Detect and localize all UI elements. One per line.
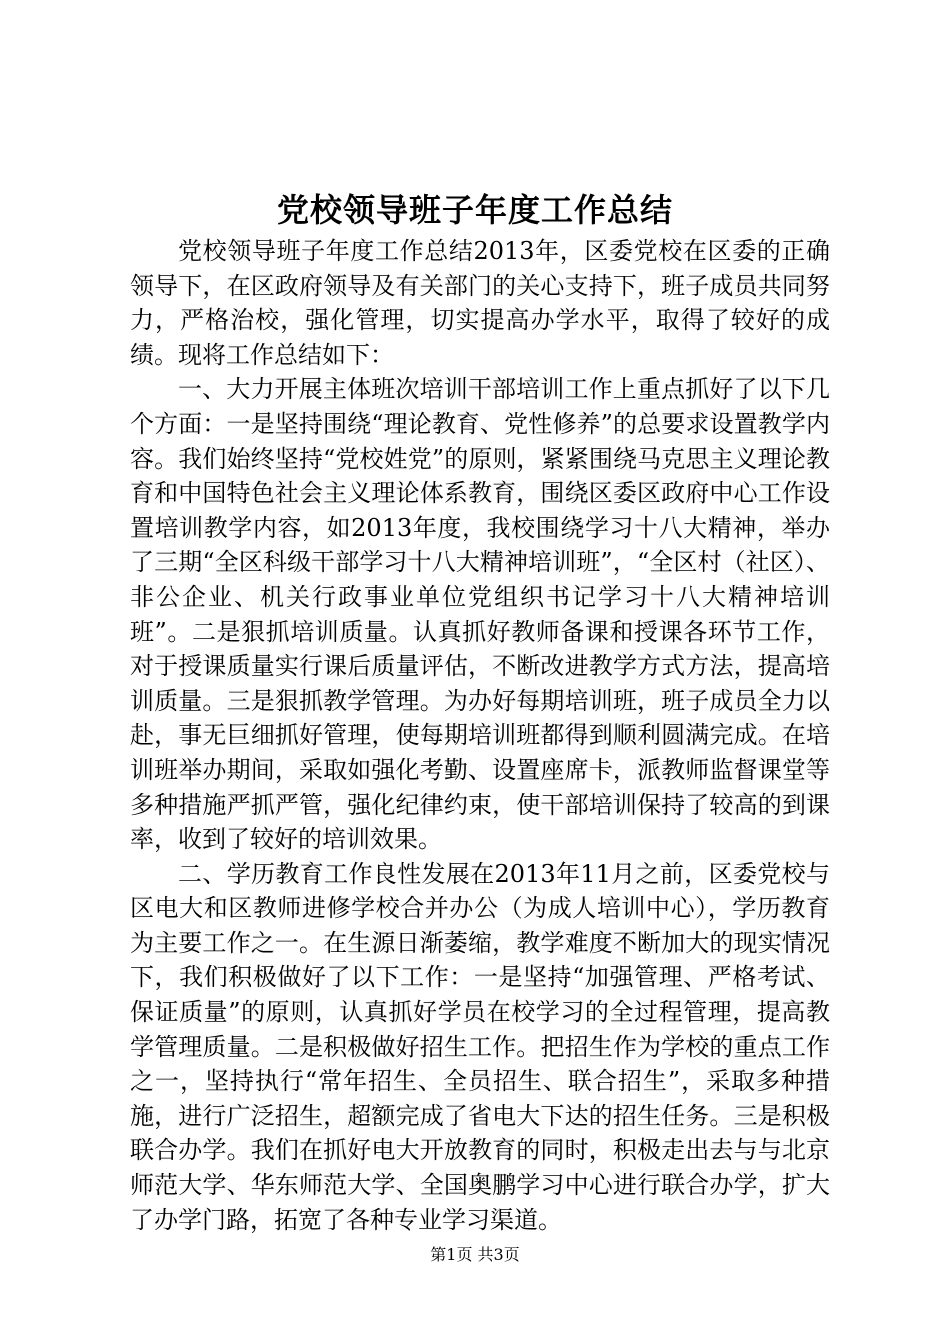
paragraph-intro: 党校领导班子年度工作总结2013年，区委党校在区委的正确领导下，在区政府领导及有关部门的关心支持下，班子成员共同努力，严格治校，强化管理，切实提高办学水平，取得了较好的成绩。现将工作总结如下： — [130, 237, 830, 369]
paragraph-section-1: 一、大力开展主体班次培训干部培训工作上重点抓好了以下几个方面：一是坚持围绕“理论教育、党性修养”的总要求设置教学内容。我们始终坚持“党校姓党”的原则，紧紧围绕马克思主义理论教育和中国特色社会主义理论体系教育，围绕区委区政府中心工作设置培训教学内容，如2013年度，我校围绕学习十八大精神，举办了三期“全区科级干部学习十八大精神培训班”，“全区村（社区）、非公企业、机关行政事业单位党组织书记学习十八大精神培训班”。二是狠抓培训质量。认真抓好教师备课和授课各环节工作，对于授课质量实行课后质量评估，不断改进教学方式方法，提高培训质量。三是狠抓教学管理。为办好每期培训班，班子成员全力以赴，事无巨细抓好管理，使每期培训班都得到顺利圆满完成。在培训班举办期间，采取如强化考勤、设置座席卡，派教师监督课堂等多种措施严抓严管，强化纪律约束，使干部培训保持了较高的到课率，收到了较好的培训效果。 — [130, 375, 830, 854]
page-footer: 第1页 共3页 — [430, 1245, 520, 1264]
document-title: 党校领导班子年度工作总结 — [276, 191, 673, 229]
document-body — [130, 234, 830, 1237]
paragraph-section-2: 二、学历教育工作良性发展在2013年11月之前，区委党校与区电大和区教师进修学校合并办公（为成人培训中心），学历教育为主要工作之一。在生源日渐萎缩，教学难度不断加大的现实情况下，我们积极做好了以下工作：一是坚持“加强管理、严格考试、保证质量”的原则，认真抓好学员在校学习的全过程管理，提高教学管理质量。二是积极做好招生工作。把招生作为学校的重点工作之一，坚持执行“常年招生、全员招生、联合招生”，采取多种措施，进行广泛招生，超额完成了省电大下达的招生任务。三是积极联合办学。我们在抓好电大开放教育的同时，积极走出去与与北京师范大学、华东师范大学、全国奥鹏学习中心进行联合办学，扩大了办学门路，拓宽了各种专业学习渠道。 — [130, 859, 830, 1234]
